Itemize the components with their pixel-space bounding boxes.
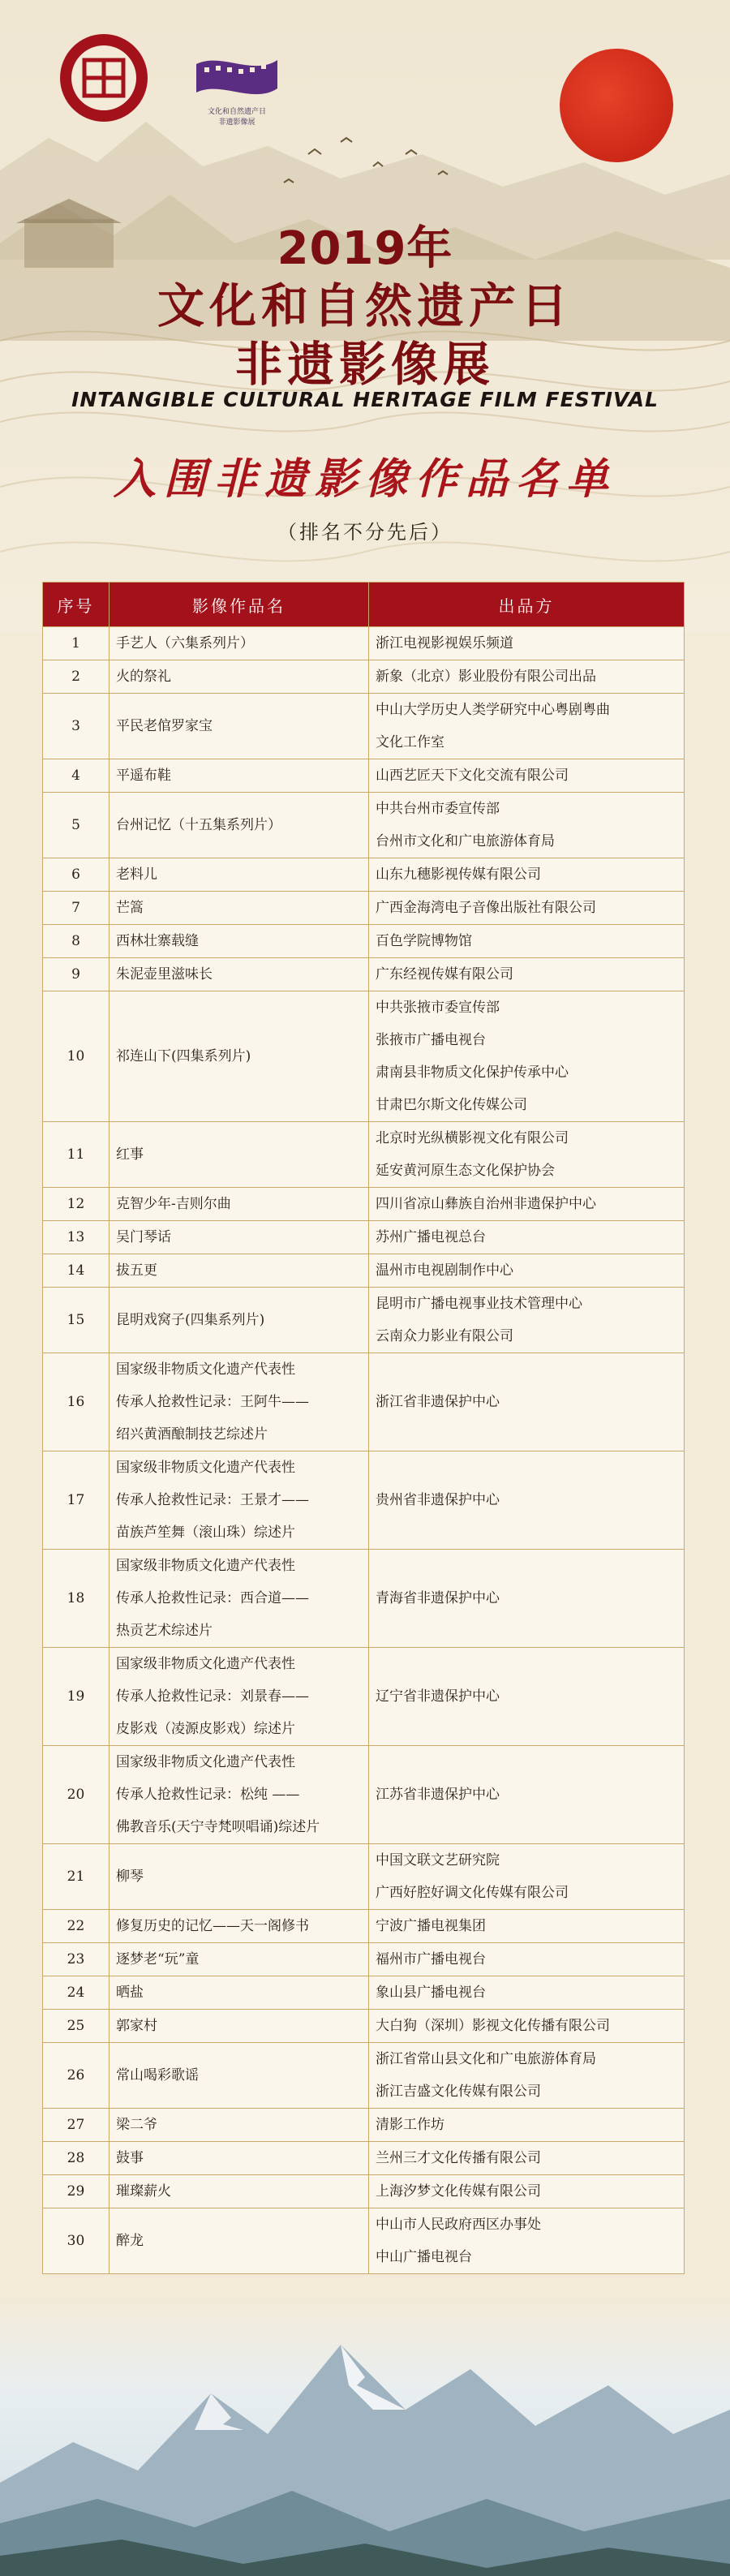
row-number: 27 bbox=[43, 2109, 110, 2142]
table-row bbox=[43, 694, 685, 759]
film-title bbox=[110, 1122, 369, 1188]
producer-line: 中国文联文艺研究院 bbox=[376, 1852, 500, 1869]
film-title-line: 拔五更 bbox=[116, 1262, 157, 1279]
producer-line: 中共台州市委宣传部 bbox=[376, 801, 500, 817]
producer-line: 上海汐梦文化传媒有限公司 bbox=[376, 2183, 541, 2200]
film-title-line: 梁二爷 bbox=[116, 2117, 157, 2133]
row-number: 25 bbox=[43, 2010, 110, 2043]
producer-line: 辽宁省非遗保护中心 bbox=[376, 1688, 500, 1705]
ich-logo-icon bbox=[58, 32, 149, 123]
row-number: 13 bbox=[43, 1221, 110, 1254]
column-header-producer: 出品方 bbox=[369, 583, 685, 627]
row-number: 1 bbox=[43, 627, 110, 660]
film-title-line: 火的祭礼 bbox=[116, 669, 171, 685]
film-title bbox=[110, 1451, 369, 1550]
title-film-exhibition: 非遗影像展 bbox=[234, 337, 495, 392]
producer bbox=[369, 925, 685, 958]
film-title bbox=[110, 892, 369, 925]
producer bbox=[369, 1221, 685, 1254]
row-number: 5 bbox=[43, 793, 110, 858]
film-title-line: 国家级非物质文化遗产代表性 bbox=[116, 1361, 295, 1378]
row-number: 17 bbox=[43, 1451, 110, 1550]
film-title-line: 传承人抢救性记录：王阿牛—— bbox=[116, 1394, 309, 1410]
producer-line: 云南众力影业有限公司 bbox=[376, 1328, 513, 1344]
producer-line: 兰州三才文化传播有限公司 bbox=[376, 2150, 541, 2166]
film-title bbox=[110, 1550, 369, 1648]
producer bbox=[369, 1188, 685, 1221]
film-title bbox=[110, 2142, 369, 2175]
table-header-row bbox=[43, 583, 685, 627]
producer bbox=[369, 1844, 685, 1910]
film-title bbox=[110, 1746, 369, 1844]
film-title-line: 平遥布鞋 bbox=[116, 768, 171, 784]
table-row bbox=[43, 627, 685, 660]
producer-line: 肃南县非物质文化保护传承中心 bbox=[376, 1064, 569, 1081]
film-title-line: 佛教音乐(天宁寺梵呗唱诵)综述片 bbox=[116, 1819, 320, 1835]
producer bbox=[369, 627, 685, 660]
film-title-line: 手艺人（六集系列片） bbox=[116, 635, 254, 652]
film-title bbox=[110, 660, 369, 694]
producer-line: 山西艺匠天下文化交流有限公司 bbox=[376, 768, 569, 784]
row-number: 7 bbox=[43, 892, 110, 925]
film-title-line: 昆明戏窝子(四集系列片) bbox=[116, 1312, 265, 1328]
film-title bbox=[110, 1353, 369, 1451]
row-number: 8 bbox=[43, 925, 110, 958]
row-number: 18 bbox=[43, 1550, 110, 1648]
producer bbox=[369, 1910, 685, 1943]
row-number: 19 bbox=[43, 1648, 110, 1746]
producer-line: 延安黄河原生态文化保护协会 bbox=[376, 1163, 555, 1179]
film-title-line: 逐梦老“玩”童 bbox=[116, 1951, 200, 1967]
film-title bbox=[110, 925, 369, 958]
producer bbox=[369, 694, 685, 759]
table-row bbox=[43, 1254, 685, 1288]
film-title bbox=[110, 1254, 369, 1288]
producer-line: 广西好腔好调文化传媒有限公司 bbox=[376, 1885, 569, 1901]
producer-line: 张掖市广播电视台 bbox=[376, 1032, 486, 1048]
table-row bbox=[43, 1910, 685, 1943]
film-title bbox=[110, 2043, 369, 2109]
row-number: 10 bbox=[43, 991, 110, 1122]
film-title-line: 皮影戏（凌源皮影戏）综述片 bbox=[116, 1721, 295, 1737]
row-number: 12 bbox=[43, 1188, 110, 1221]
film-title-line: 常山喝彩歌谣 bbox=[116, 2067, 199, 2084]
producer-line: 浙江吉盛文化传媒有限公司 bbox=[376, 2084, 541, 2100]
film-title bbox=[110, 694, 369, 759]
column-header-title: 影像作品名 bbox=[110, 583, 369, 627]
film-title-line: 国家级非物质文化遗产代表性 bbox=[116, 1656, 295, 1672]
producer-line: 中山大学历史人类学研究中心粤剧粤曲 bbox=[376, 702, 610, 718]
producer bbox=[369, 1288, 685, 1353]
producer bbox=[369, 759, 685, 793]
film-title bbox=[110, 2109, 369, 2142]
row-number: 30 bbox=[43, 2208, 110, 2274]
film-title-line: 老料儿 bbox=[116, 867, 157, 883]
table-row bbox=[43, 2043, 685, 2109]
row-number: 21 bbox=[43, 1844, 110, 1910]
producer-line: 浙江电视影视娱乐频道 bbox=[376, 635, 513, 652]
film-title-line: 传承人抢救性记录：西合道—— bbox=[116, 1590, 309, 1606]
producer bbox=[369, 1943, 685, 1976]
snow-mountain-decoration bbox=[0, 2296, 730, 2576]
film-title-line: 绍兴黄酒酿制技艺综述片 bbox=[116, 1426, 268, 1443]
table-row bbox=[43, 1844, 685, 1910]
film-title bbox=[110, 1976, 369, 2010]
producer-line: 广东经视传媒有限公司 bbox=[376, 966, 513, 983]
finalist-table bbox=[42, 582, 684, 2274]
film-title-line: 璀璨薪火 bbox=[116, 2183, 171, 2200]
producer-line: 青海省非遗保护中心 bbox=[376, 1590, 500, 1606]
row-number: 28 bbox=[43, 2142, 110, 2175]
film-title-line: 西林壮寨载缝 bbox=[116, 933, 199, 949]
producer-line: 浙江省非遗保护中心 bbox=[376, 1394, 500, 1410]
table-row bbox=[43, 958, 685, 991]
film-title bbox=[110, 793, 369, 858]
film-title-line: 传承人抢救性记录：刘景春—— bbox=[116, 1688, 309, 1705]
film-title-line: 祁连山下(四集系列片) bbox=[116, 1048, 251, 1064]
film-title bbox=[110, 1910, 369, 1943]
row-number: 9 bbox=[43, 958, 110, 991]
producer bbox=[369, 1451, 685, 1550]
film-title bbox=[110, 1288, 369, 1353]
table-row bbox=[43, 2142, 685, 2175]
film-title-line: 晒盐 bbox=[116, 1985, 144, 2001]
table-row bbox=[43, 925, 685, 958]
title-festival-day: 文化和自然遗产日 bbox=[157, 278, 573, 333]
film-title bbox=[110, 2175, 369, 2208]
film-title bbox=[110, 2208, 369, 2274]
producer bbox=[369, 660, 685, 694]
film-title bbox=[110, 759, 369, 793]
producer bbox=[369, 2208, 685, 2274]
producer-line: 贵州省非遗保护中心 bbox=[376, 1492, 500, 1508]
producer bbox=[369, 1122, 685, 1188]
producer-line: 中山市人民政府西区办事处 bbox=[376, 2217, 541, 2233]
row-number: 15 bbox=[43, 1288, 110, 1353]
table-row bbox=[43, 2208, 685, 2274]
producer-line: 新象（北京）影业股份有限公司出品 bbox=[376, 669, 596, 685]
film-title bbox=[110, 1648, 369, 1746]
finalist-list-heading: 入围非遗影像作品名单 bbox=[113, 454, 616, 504]
table-row bbox=[43, 2109, 685, 2142]
row-number: 14 bbox=[43, 1254, 110, 1288]
table-row bbox=[43, 759, 685, 793]
producer bbox=[369, 1353, 685, 1451]
producer bbox=[369, 793, 685, 858]
table-row bbox=[43, 1221, 685, 1254]
table-row bbox=[43, 1122, 685, 1188]
table-row bbox=[43, 1746, 685, 1844]
producer-line: 福州市广播电视台 bbox=[376, 1951, 486, 1967]
film-title-line: 红事 bbox=[116, 1146, 144, 1163]
film-title-line: 传承人抢救性记录：松纯 —— bbox=[116, 1787, 300, 1803]
film-title-line: 朱泥壶里滋味长 bbox=[116, 966, 213, 983]
film-title-line: 修复历史的记忆——天一阁修书 bbox=[116, 1918, 309, 1934]
producer-line: 中共张掖市委宣传部 bbox=[376, 1000, 500, 1016]
row-number: 16 bbox=[43, 1353, 110, 1451]
film-title-line: 芒篙 bbox=[116, 900, 144, 916]
row-number: 26 bbox=[43, 2043, 110, 2109]
film-title bbox=[110, 1221, 369, 1254]
producer-line: 温州市电视剧制作中心 bbox=[376, 1262, 513, 1279]
row-number: 6 bbox=[43, 858, 110, 892]
table-row bbox=[43, 1451, 685, 1550]
film-title-line: 吴门琴话 bbox=[116, 1229, 171, 1245]
film-title-line: 国家级非物质文化遗产代表性 bbox=[116, 1460, 295, 1476]
row-number: 24 bbox=[43, 1976, 110, 2010]
film-title bbox=[110, 958, 369, 991]
row-number: 29 bbox=[43, 2175, 110, 2208]
row-number: 3 bbox=[43, 694, 110, 759]
producer-line: 象山县广播电视台 bbox=[376, 1985, 486, 2001]
film-title bbox=[110, 1188, 369, 1221]
film-title bbox=[110, 627, 369, 660]
column-header-number: 序号 bbox=[43, 583, 110, 627]
row-number: 20 bbox=[43, 1746, 110, 1844]
row-number: 22 bbox=[43, 1910, 110, 1943]
producer-line: 山东九穗影视传媒有限公司 bbox=[376, 867, 541, 883]
producer bbox=[369, 892, 685, 925]
producer-line: 文化工作室 bbox=[376, 734, 444, 750]
producer bbox=[369, 1746, 685, 1844]
producer-line: 台州市文化和广电旅游体育局 bbox=[376, 833, 555, 849]
producer bbox=[369, 1648, 685, 1746]
table-row bbox=[43, 1648, 685, 1746]
table-row bbox=[43, 1288, 685, 1353]
producer bbox=[369, 1550, 685, 1648]
title-english: INTANGIBLE CULTURAL HERITAGE FILM FESTIVAL bbox=[71, 388, 659, 411]
film-title bbox=[110, 1943, 369, 1976]
film-title-line: 苗族芦笙舞（滚山珠）综述片 bbox=[116, 1525, 295, 1541]
table-row bbox=[43, 892, 685, 925]
producer bbox=[369, 958, 685, 991]
producer-line: 中山广播电视台 bbox=[376, 2249, 472, 2265]
producer-line: 清影工作坊 bbox=[376, 2117, 444, 2133]
footer-landscape bbox=[0, 2296, 730, 2576]
row-number: 4 bbox=[43, 759, 110, 793]
producer bbox=[369, 1976, 685, 2010]
film-title-line: 传承人抢救性记录：王景才—— bbox=[116, 1492, 309, 1508]
table-row bbox=[43, 1188, 685, 1221]
table-row bbox=[43, 1943, 685, 1976]
producer-line: 苏州广播电视总台 bbox=[376, 1229, 486, 1245]
film-title-line: 柳琴 bbox=[116, 1869, 144, 1885]
film-title-line: 热贡艺术综述片 bbox=[116, 1623, 213, 1639]
producer bbox=[369, 2109, 685, 2142]
table-row bbox=[43, 2175, 685, 2208]
producer bbox=[369, 2175, 685, 2208]
row-number: 11 bbox=[43, 1122, 110, 1188]
film-title-line: 郭家村 bbox=[116, 2018, 157, 2034]
table-row bbox=[43, 991, 685, 1122]
producer bbox=[369, 2142, 685, 2175]
producer-line: 江苏省非遗保护中心 bbox=[376, 1787, 500, 1803]
film-title bbox=[110, 2010, 369, 2043]
table-row bbox=[43, 1353, 685, 1451]
film-title bbox=[110, 1844, 369, 1910]
producer-line: 广西金海湾电子音像出版社有限公司 bbox=[376, 900, 596, 916]
producer-line: 百色学院博物馆 bbox=[376, 933, 472, 949]
film-title-line: 平民老倌罗家宝 bbox=[116, 718, 213, 734]
table-row bbox=[43, 1976, 685, 2010]
title-year: 2019年 bbox=[277, 222, 453, 275]
producer bbox=[369, 858, 685, 892]
producer bbox=[369, 991, 685, 1122]
film-title bbox=[110, 858, 369, 892]
producer bbox=[369, 1254, 685, 1288]
table-row bbox=[43, 1550, 685, 1648]
producer-line: 北京时光纵横影视文化有限公司 bbox=[376, 1130, 569, 1146]
table-row bbox=[43, 858, 685, 892]
row-number: 2 bbox=[43, 660, 110, 694]
producer bbox=[369, 2010, 685, 2043]
order-note: （排名不分先后） bbox=[277, 521, 453, 544]
producer bbox=[369, 2043, 685, 2109]
film-title-line: 台州记忆（十五集系列片） bbox=[116, 817, 281, 833]
film-title bbox=[110, 991, 369, 1122]
film-title-line: 国家级非物质文化遗产代表性 bbox=[116, 1754, 295, 1770]
red-sun-decoration bbox=[560, 49, 673, 162]
film-title-line: 国家级非物质文化遗产代表性 bbox=[116, 1558, 295, 1574]
row-number: 23 bbox=[43, 1943, 110, 1976]
producer-line: 甘肃巴尔斯文化传媒公司 bbox=[376, 1097, 527, 1113]
producer-line: 昆明市广播电视事业技术管理中心 bbox=[376, 1296, 582, 1312]
producer-line: 四川省凉山彝族自治州非遗保护中心 bbox=[376, 1196, 596, 1212]
table-row bbox=[43, 793, 685, 858]
film-festival-logo-caption: 文化和自然遗产日 非遗影像展 bbox=[207, 108, 266, 127]
film-title-line: 克智少年-吉则尔曲 bbox=[116, 1196, 231, 1212]
producer-line: 浙江省常山县文化和广电旅游体育局 bbox=[376, 2051, 596, 2067]
film-title-line: 鼓事 bbox=[116, 2150, 144, 2166]
table-row bbox=[43, 2010, 685, 2043]
producer-line: 大白狗（深圳）影视文化传播有限公司 bbox=[376, 2018, 610, 2034]
film-title-line: 醉龙 bbox=[116, 2233, 144, 2249]
producer-line: 宁波广播电视集团 bbox=[376, 1918, 486, 1934]
table-row bbox=[43, 660, 685, 694]
